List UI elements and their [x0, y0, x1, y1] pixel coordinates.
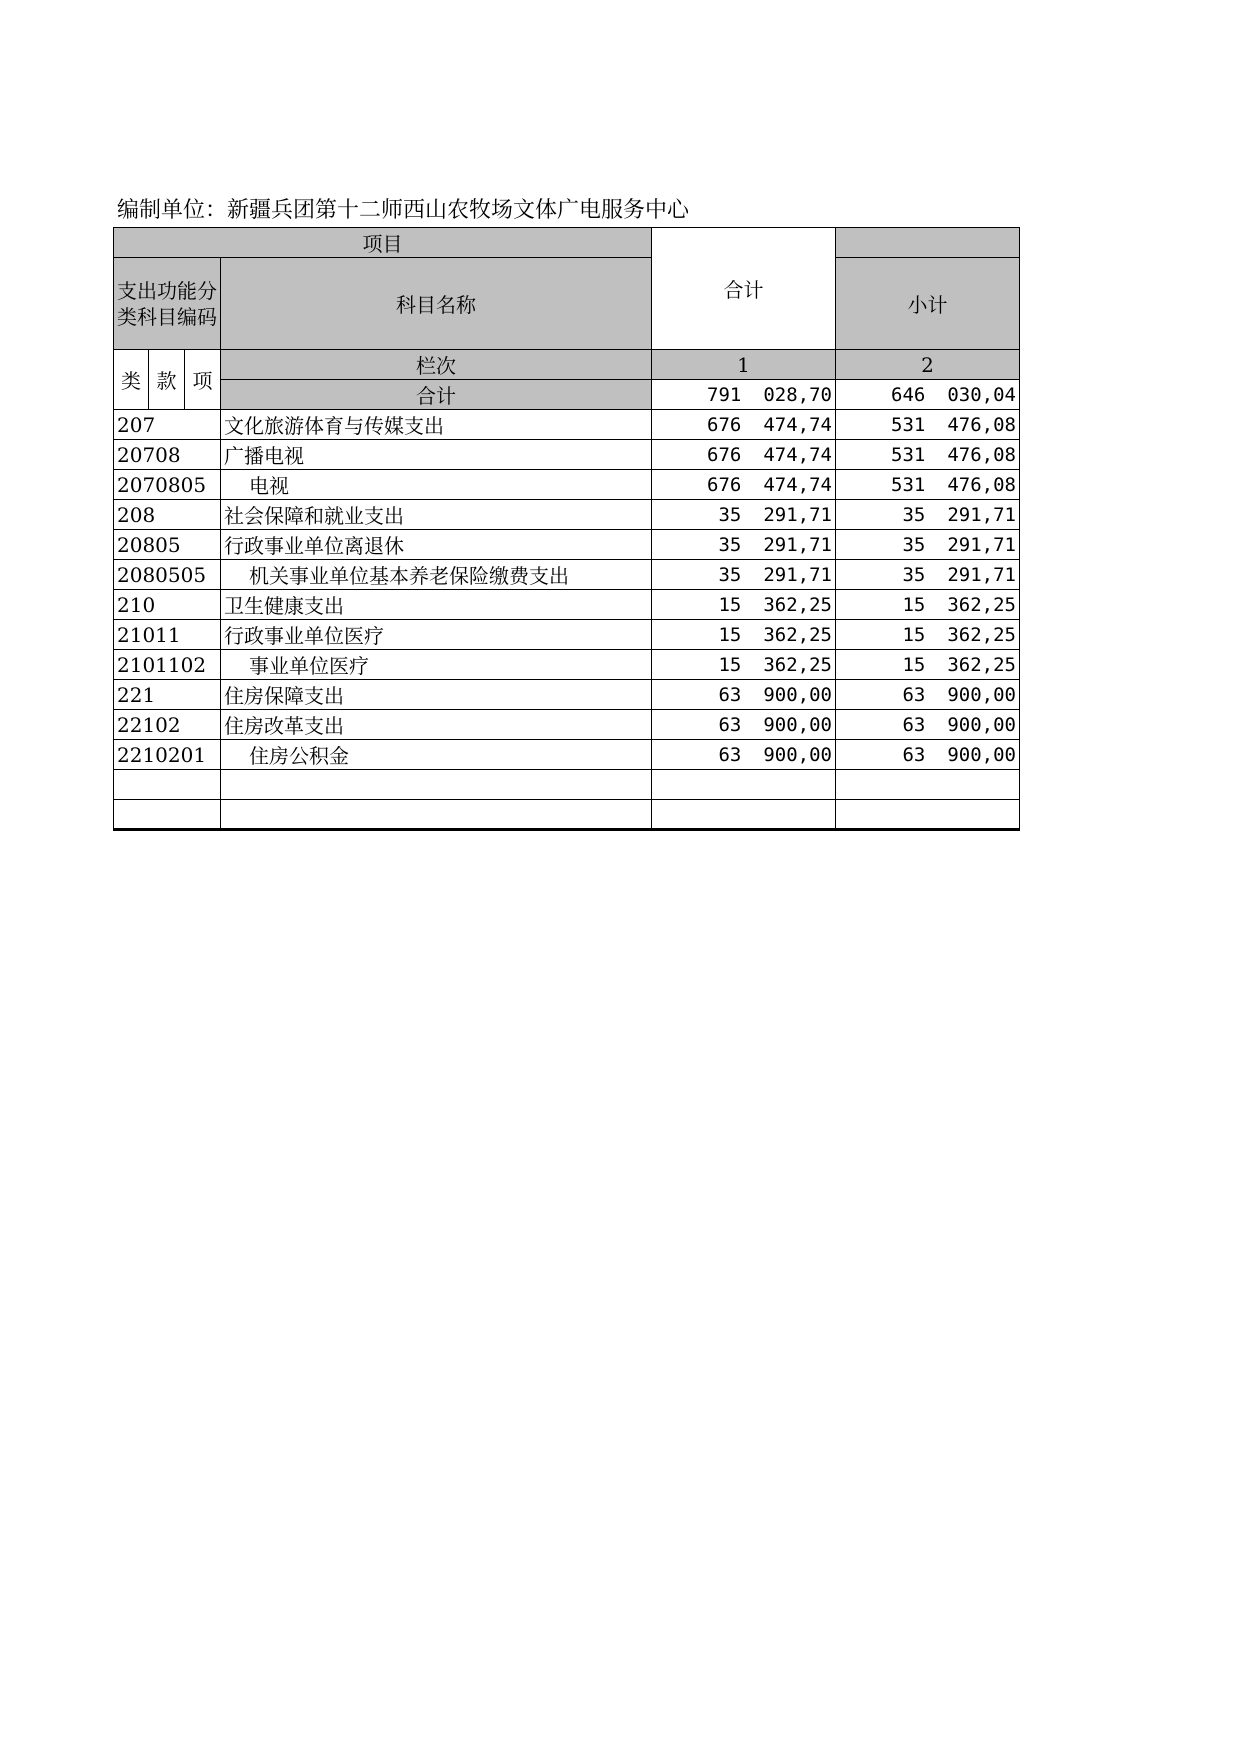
row-total-b: 291,71	[763, 503, 832, 526]
row-total-a: 35	[718, 533, 742, 556]
row-subtotal-b: 900,00	[947, 713, 1016, 736]
row-total-a: 15	[718, 593, 742, 616]
row-total	[652, 620, 836, 650]
row-name: 行政事业单位离退休	[221, 530, 652, 560]
row-subtotal-b: 362,25	[947, 593, 1016, 616]
row-subtotal-b: 362,25	[947, 623, 1016, 646]
row-subtotal-a: 35	[902, 533, 926, 556]
row-code: 208	[114, 500, 221, 530]
row-code: 2210201	[114, 740, 221, 770]
row-total-b: 900,00	[763, 683, 832, 706]
header-total	[652, 228, 836, 350]
row-subtotal	[836, 440, 1020, 470]
row-subtotal-b: 476,08	[947, 413, 1016, 436]
header-xiang: 项	[185, 350, 221, 410]
row-total-a: 35	[718, 563, 742, 586]
row-name: 机关事业单位基本养老保险缴费支出	[221, 560, 652, 590]
row-subtotal-a: 15	[902, 623, 926, 646]
row-code: 2070805	[114, 470, 221, 500]
row-name: 行政事业单位医疗	[221, 620, 652, 650]
row-name: 文化旅游体育与传媒支出	[221, 410, 652, 440]
row-subtotal-b: 291,71	[947, 563, 1016, 586]
row-subtotal-a: 15	[902, 653, 926, 676]
table-row	[114, 410, 1020, 440]
table-row	[114, 560, 1020, 590]
header-column-order: 栏次	[221, 350, 652, 380]
header-total-label: 合计	[723, 278, 764, 302]
row-total	[652, 500, 836, 530]
empty-row	[114, 800, 1020, 830]
header-project: 项目	[114, 228, 652, 258]
row-subtotal-b: 900,00	[947, 743, 1016, 766]
row-subtotal-b: 900,00	[947, 683, 1016, 706]
row-total-b: 474,74	[763, 413, 832, 436]
row-name: 住房保障支出	[221, 680, 652, 710]
row-code: 21011	[114, 620, 221, 650]
table-row	[114, 470, 1020, 500]
empty-cell	[836, 770, 1020, 800]
empty-cell	[221, 770, 652, 800]
row-subtotal	[836, 530, 1020, 560]
table-row	[114, 680, 1020, 710]
row-total	[652, 410, 836, 440]
row-subtotal-a: 15	[902, 593, 926, 616]
table-row	[114, 620, 1020, 650]
table-row	[114, 500, 1020, 530]
row-subtotal	[836, 590, 1020, 620]
row-code: 221	[114, 680, 221, 710]
row-total-a: 35	[718, 503, 742, 526]
sum-subtotal-cell	[836, 380, 1020, 410]
row-subtotal-b: 476,08	[947, 443, 1016, 466]
row-name: 社会保障和就业支出	[221, 500, 652, 530]
row-code: 210	[114, 590, 221, 620]
row-total	[652, 710, 836, 740]
row-name: 电视	[221, 470, 652, 500]
empty-cell	[652, 800, 836, 830]
table-row	[114, 590, 1020, 620]
empty-cell	[652, 770, 836, 800]
row-total-b: 474,74	[763, 473, 832, 496]
row-total-a: 676	[707, 413, 742, 436]
row-total-a: 676	[707, 443, 742, 466]
row-total	[652, 530, 836, 560]
row-total-a: 63	[718, 683, 742, 706]
header-kuan: 款	[149, 350, 185, 410]
row-total-a: 15	[718, 623, 742, 646]
row-subtotal	[836, 710, 1020, 740]
table-row	[114, 440, 1020, 470]
header-subject-name: 科目名称	[221, 258, 652, 350]
row-subtotal	[836, 500, 1020, 530]
row-total-b: 291,71	[763, 533, 832, 556]
row-code: 20805	[114, 530, 221, 560]
row-subtotal-b: 291,71	[947, 503, 1016, 526]
sum-total-a: 791	[707, 383, 742, 406]
row-total-a: 63	[718, 713, 742, 736]
row-name: 广播电视	[221, 440, 652, 470]
row-subtotal-b: 362,25	[947, 653, 1016, 676]
row-code: 20708	[114, 440, 221, 470]
row-code: 22102	[114, 710, 221, 740]
row-total-b: 900,00	[763, 743, 832, 766]
header-col2: 2	[836, 350, 1020, 380]
row-total	[652, 740, 836, 770]
sum-total-cell	[652, 380, 836, 410]
header-code-group: 支出功能分类科目编码	[114, 258, 221, 350]
row-name: 住房改革支出	[221, 710, 652, 740]
row-subtotal	[836, 680, 1020, 710]
row-total	[652, 590, 836, 620]
row-code: 2080505	[114, 560, 221, 590]
header-lei: 类	[114, 350, 149, 410]
row-total-b: 362,25	[763, 653, 832, 676]
row-subtotal	[836, 470, 1020, 500]
row-subtotal-a: 531	[891, 473, 926, 496]
row-total	[652, 440, 836, 470]
row-total	[652, 680, 836, 710]
row-total-b: 362,25	[763, 623, 832, 646]
row-total-b: 900,00	[763, 713, 832, 736]
table-row	[114, 740, 1020, 770]
table-row	[114, 530, 1020, 560]
row-total-b: 362,25	[763, 593, 832, 616]
row-subtotal-a: 531	[891, 443, 926, 466]
row-total-b: 474,74	[763, 443, 832, 466]
row-subtotal-a: 63	[902, 713, 926, 736]
row-subtotal-a: 35	[902, 503, 926, 526]
header-blank-top	[836, 228, 1020, 258]
expenditure-table	[113, 227, 1020, 831]
row-code: 207	[114, 410, 221, 440]
empty-cell	[836, 800, 1020, 830]
row-subtotal-a: 63	[902, 683, 926, 706]
compiling-unit-line: 编制单位：新疆兵团第十二师西山农牧场文体广电服务中心	[117, 198, 690, 223]
row-total	[652, 560, 836, 590]
row-total-a: 15	[718, 653, 742, 676]
sum-subtotal-b: 030,04	[947, 383, 1016, 406]
table-row	[114, 650, 1020, 680]
row-total-b: 291,71	[763, 563, 832, 586]
sum-row-label: 合计	[221, 380, 652, 410]
table-row	[114, 710, 1020, 740]
sum-subtotal-a: 646	[891, 383, 926, 406]
header-subtotal: 小计	[836, 258, 1020, 350]
empty-cell	[221, 800, 652, 830]
row-total-a: 676	[707, 473, 742, 496]
row-subtotal	[836, 620, 1020, 650]
row-total	[652, 470, 836, 500]
row-subtotal-b: 476,08	[947, 473, 1016, 496]
row-subtotal-a: 63	[902, 743, 926, 766]
row-subtotal	[836, 560, 1020, 590]
row-subtotal	[836, 740, 1020, 770]
row-subtotal	[836, 410, 1020, 440]
empty-row	[114, 770, 1020, 800]
row-subtotal-b: 291,71	[947, 533, 1016, 556]
row-total-a: 63	[718, 743, 742, 766]
row-name: 卫生健康支出	[221, 590, 652, 620]
row-total	[652, 650, 836, 680]
row-code: 2101102	[114, 650, 221, 680]
empty-cell	[114, 770, 221, 800]
row-subtotal-a: 35	[902, 563, 926, 586]
sum-total-b: 028,70	[763, 383, 832, 406]
row-name: 住房公积金	[221, 740, 652, 770]
row-name: 事业单位医疗	[221, 650, 652, 680]
empty-cell	[114, 800, 221, 830]
row-subtotal-a: 531	[891, 413, 926, 436]
header-col1: 1	[652, 350, 836, 380]
row-subtotal	[836, 650, 1020, 680]
